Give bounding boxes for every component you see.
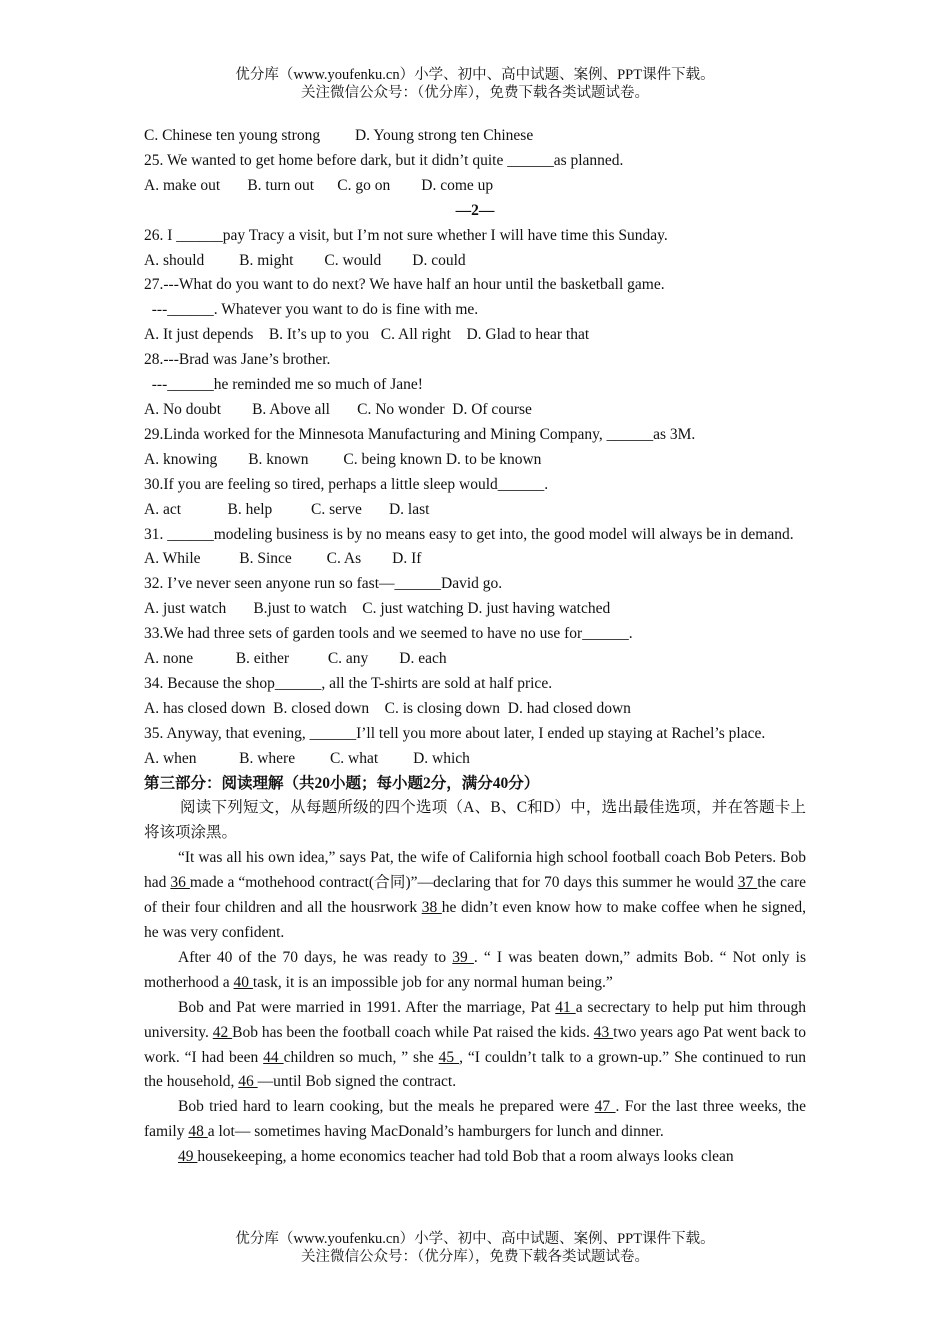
blank-36: 36: [170, 874, 190, 892]
passage-paragraph-5: 49 housekeeping, a home economics teacher had told Bob that a room always looks clean: [178, 1148, 734, 1166]
passage-paragraph-2: After 40 of the 70 days, he was ready to 39 . “ I was beaten down,” admits Bob. “ Not only is motherhood a 40 task, it is an impossible job for any normal human being.”: [144, 948, 806, 991]
header-line-1: 优分库（www.youfenku.cn）小学、初中、高中试题、案例、PPT课件下载。: [235, 67, 715, 83]
question-31: 31. ______modeling business is by no means easy to get into, the good model will always be in demand.: [144, 525, 794, 543]
header-line-2: 关注微信公众号：（优分库），免费下载各类试题试卷。: [301, 85, 649, 101]
options-32: A. just watch B.just to watch C. just watching D. just having watched: [144, 600, 611, 618]
question-35: 35. Anyway, that evening, ______I’ll tell you more about later, I ended up staying at Rachel’s place.: [144, 724, 766, 742]
options-35: A. when B. where C. what D. which: [144, 749, 470, 767]
question-30: 30.If you are feeling so tired, perhaps a little sleep would______.: [144, 475, 549, 493]
blank-45: 45: [438, 1048, 460, 1066]
question-32: 32. I’ve never seen anyone run so fast—______David go.: [144, 575, 503, 593]
question-25: 25. We wanted to get home before dark, but it didn’t quite ______as planned.: [144, 151, 624, 169]
blank-43: 43: [593, 1023, 614, 1041]
options-34: A. has closed down B. closed down C. is closing down D. had closed down: [144, 699, 631, 717]
section-instruction: 阅读下列短文，从每题所级的四个选项（A、B、C和D）中，选出最佳选项，并在答题卡上将该项涂黑。: [144, 799, 806, 842]
blank-47: 47: [594, 1098, 616, 1116]
options-27: A. It just depends B. It’s up to you C. All right D. Glad to hear that: [144, 326, 590, 344]
passage-paragraph-1: “It was all his own idea,” says Pat, the wife of California high school football coach Bob Peters. Bob had 36 made a “mothehood contract(合同)”—declaring that for 70 days this summer he would 37 the care of their four children and all the housrwork 38 he didn’t even know how to make coffee when he signed, he was very confident.: [144, 849, 807, 941]
passage-paragraph-4: Bob tried hard to learn cooking, but the meals he prepared were 47 . For the last three weeks, the family 48 a lot— sometimes having MacDonald’s hamburgers for lunch and dinner.: [144, 1098, 807, 1141]
blank-44: 44: [263, 1048, 284, 1066]
question-28: 28.---Brad was Jane’s brother.: [144, 351, 331, 369]
question-27: 27.---What do you want to do next? We have half an hour until the basketball game.: [144, 276, 665, 294]
passage-paragraph-3: Bob and Pat were married in 1991. After the marriage, Pat 41 a secrectary to help put him through university. 42 Bob has been the football coach while Pat raised the kids. 43 two years ago Pat went back to work. “I had been 44 children so much, ” she 45 , “I couldn’t talk to a grown-up.” She continued to run the household, 46 —until Bob signed the contract.: [144, 998, 807, 1091]
question-29: 29.Linda worked for the Minnesota Manufacturing and Mining Company, ______as 3M.: [144, 425, 696, 443]
options-29: A. knowing B. known C. being known D. to be known: [144, 450, 542, 468]
options-28: A. No doubt B. Above all C. No wonder D. Of course: [144, 400, 532, 418]
options-33: A. none B. either C. any D. each: [144, 650, 447, 668]
blank-39: 39: [452, 948, 474, 966]
question-34: 34. Because the shop______, all the T-shirts are sold at half price.: [144, 674, 553, 692]
section-title: 第三部分：阅读理解（共20小题；每小题2分，满分40分）: [144, 774, 540, 792]
page-number: —2—: [455, 201, 495, 219]
question-33: 33.We had three sets of garden tools and we seemed to have no use for______.: [144, 625, 633, 643]
options-30: A. act B. help C. serve D. last: [144, 500, 430, 518]
footer-line-1: 优分库（www.youfenku.cn）小学、初中、高中试题、案例、PPT课件下载。: [235, 1231, 715, 1247]
option-line-24: C. Chinese ten young strong D. Young strong ten Chinese: [144, 127, 534, 144]
page-header: [0, 66, 950, 102]
blank-42: 42: [212, 1023, 233, 1041]
blank-48: 48: [188, 1123, 208, 1141]
page-content: [144, 124, 806, 1170]
options-25: A. make out B. turn out C. go on D. come up: [144, 176, 494, 194]
footer-line-2: 关注微信公众号：（优分库），免费下载各类试题试卷。: [301, 1249, 649, 1265]
reading-passage: [144, 846, 806, 1170]
blank-41: 41: [555, 998, 576, 1016]
blank-37: 37: [737, 874, 758, 892]
blank-46: 46: [238, 1073, 258, 1091]
options-31: A. While B. Since C. As D. If: [144, 550, 422, 568]
question-28-reply: ---______he reminded me so much of Jane!: [144, 376, 423, 394]
question-26: 26. I ______pay Tracy a visit, but I’m not sure whether I will have time this Sunday.: [144, 226, 668, 244]
blank-40: 40: [233, 973, 253, 991]
blank-38: 38: [421, 899, 442, 917]
question-27-reply: ---______. Whatever you want to do is fine with me.: [144, 301, 479, 319]
page-footer: [0, 1230, 950, 1266]
blank-49: 49: [178, 1148, 198, 1166]
options-26: A. should B. might C. would D. could: [144, 251, 466, 269]
